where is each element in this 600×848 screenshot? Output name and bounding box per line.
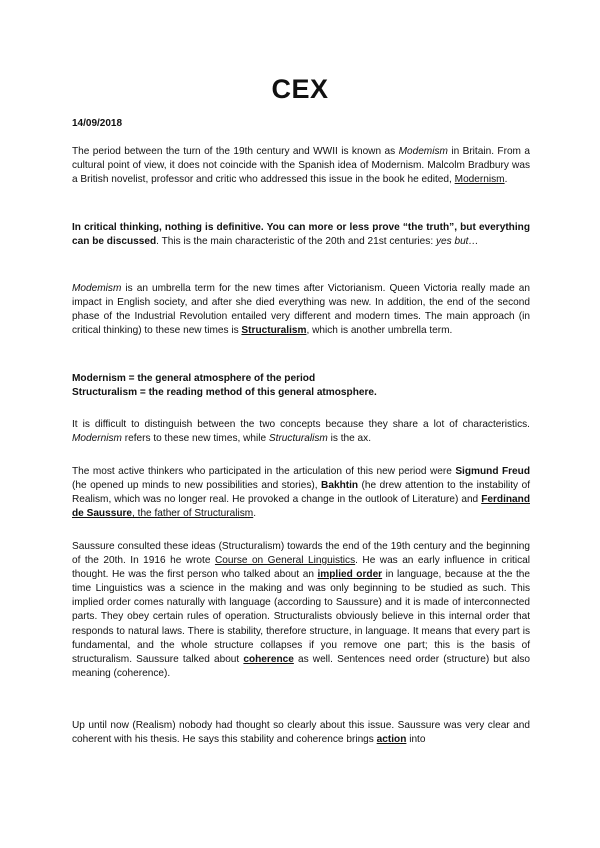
text-span: in Britain. From a cultural point of view, it does not coincide with the Spanish idea of Modernism. Malcolm Bradbury was a British novelist, professor and critic who addressed this issue in the book he edited, [72, 146, 530, 186]
bold-statement: In critical thinking, nothing is definitive. You can more or less prove “the truth”, but everything can be discussed [72, 222, 530, 248]
book-title-modernism: Modernism [454, 174, 505, 186]
text-span: . [253, 508, 257, 520]
text-span: as well. Sentences need order (structure) but also meaning (coherence). [72, 653, 530, 679]
paragraph-critical-thinking [72, 221, 530, 249]
name-bakhtin: Bakhtin [321, 480, 359, 492]
text-span: (he drew attention to the instability of Realism, which was no longer real. He provoked a change in the outlook of Literature) and [72, 480, 531, 506]
paragraph-distinguish [72, 418, 530, 446]
text-span: (he opened up minds to new possibilities and stories), [72, 480, 322, 492]
emphasis-structuralism: Structuralism [268, 433, 328, 445]
document-date: 14/09/2018 [72, 118, 123, 129]
text-span: . He was an early influence in critical thought. He was the first person who talked about an [72, 555, 531, 581]
text-span: . [504, 174, 508, 186]
text-span: It is difficult to distinguish between the two concepts because they share a lot of characteristics. [72, 419, 530, 430]
definition-structuralism: Structuralism = the reading method of this general atmosphere. [72, 387, 377, 399]
name-sigmund-freud: Sigmund Freud [455, 466, 530, 477]
emphasis-modernism: Modernism [72, 433, 122, 445]
text-span: The period between the turn of the 19th century and WWII is known as [72, 146, 399, 157]
paragraph-modernism-intro [72, 145, 530, 187]
paragraph-thinkers [72, 465, 530, 521]
emphasis-modernism: Modemism [72, 283, 122, 294]
term-structuralism: Structuralism [241, 325, 307, 337]
text-span: in language, because at the the time Linguistics was a science in the making and was only beginning to be studied as such. This implied order comes naturally with language (according to Saussure) and it is made of interconnected parts. They obey certain rules of operation. Structuralists obviously believe in this internal order that responds to natural laws. There is stability, therefore structure, in language. It means that every part is fundamental, and the whole structure collapses if you remove one part; this is the basis of structuralism. Saussure talked about [72, 569, 530, 665]
text-span: Up until now (Realism) nobody had thought so clearly about this issue. Saussure was very clear and coherent with his thesis. He says this stability and coherence brings [72, 720, 530, 746]
paragraph-realism [72, 719, 530, 747]
text-span: is an umbrella term for the new times after Victorianism. Queen Victoria really made an impact in English society, and after she died everything was new. In addition, the end of the second phase of the Industrial Revolution entailed very different and modern times. The main approach (in critical thinking) to these new times is [72, 283, 530, 337]
term-implied-order: implied order [317, 569, 383, 581]
definitions-block [72, 372, 530, 400]
paragraph-saussure [72, 540, 530, 681]
emphasis-yes-but: yes but… [435, 236, 479, 248]
father-of-structuralism: , the father of Structuralism [132, 508, 254, 520]
text-span: The most active thinkers who participated in the articulation of this new period were [72, 466, 456, 477]
book-title-course-general-linguistics: Course on General Linguistics [214, 555, 356, 567]
text-span: Saussure consulted these ideas (Structuralism) towards the end of the 19th century and the beginning of the 20th. In 1916 he wrote [72, 541, 530, 567]
text-span: refers to these new times, while [121, 433, 269, 445]
term-coherence: coherence [243, 653, 294, 665]
document-title: CEX [271, 74, 329, 104]
term-action: action [376, 734, 407, 746]
paragraph-umbrella-term [72, 282, 530, 338]
text-span: . This is the main characteristic of the 20th and 21st centuries: [156, 236, 436, 248]
text-span: is the ax. [327, 433, 372, 445]
name-ferdinand-de-saussure: Ferdinand de Saussure [72, 494, 530, 520]
text-span: , which is another umbrella term. [306, 325, 453, 337]
text-span: into [406, 734, 426, 746]
emphasis-modernism: Modemism [398, 146, 448, 157]
definition-modernism: Modernism = the general atmosphere of the period [72, 373, 316, 384]
